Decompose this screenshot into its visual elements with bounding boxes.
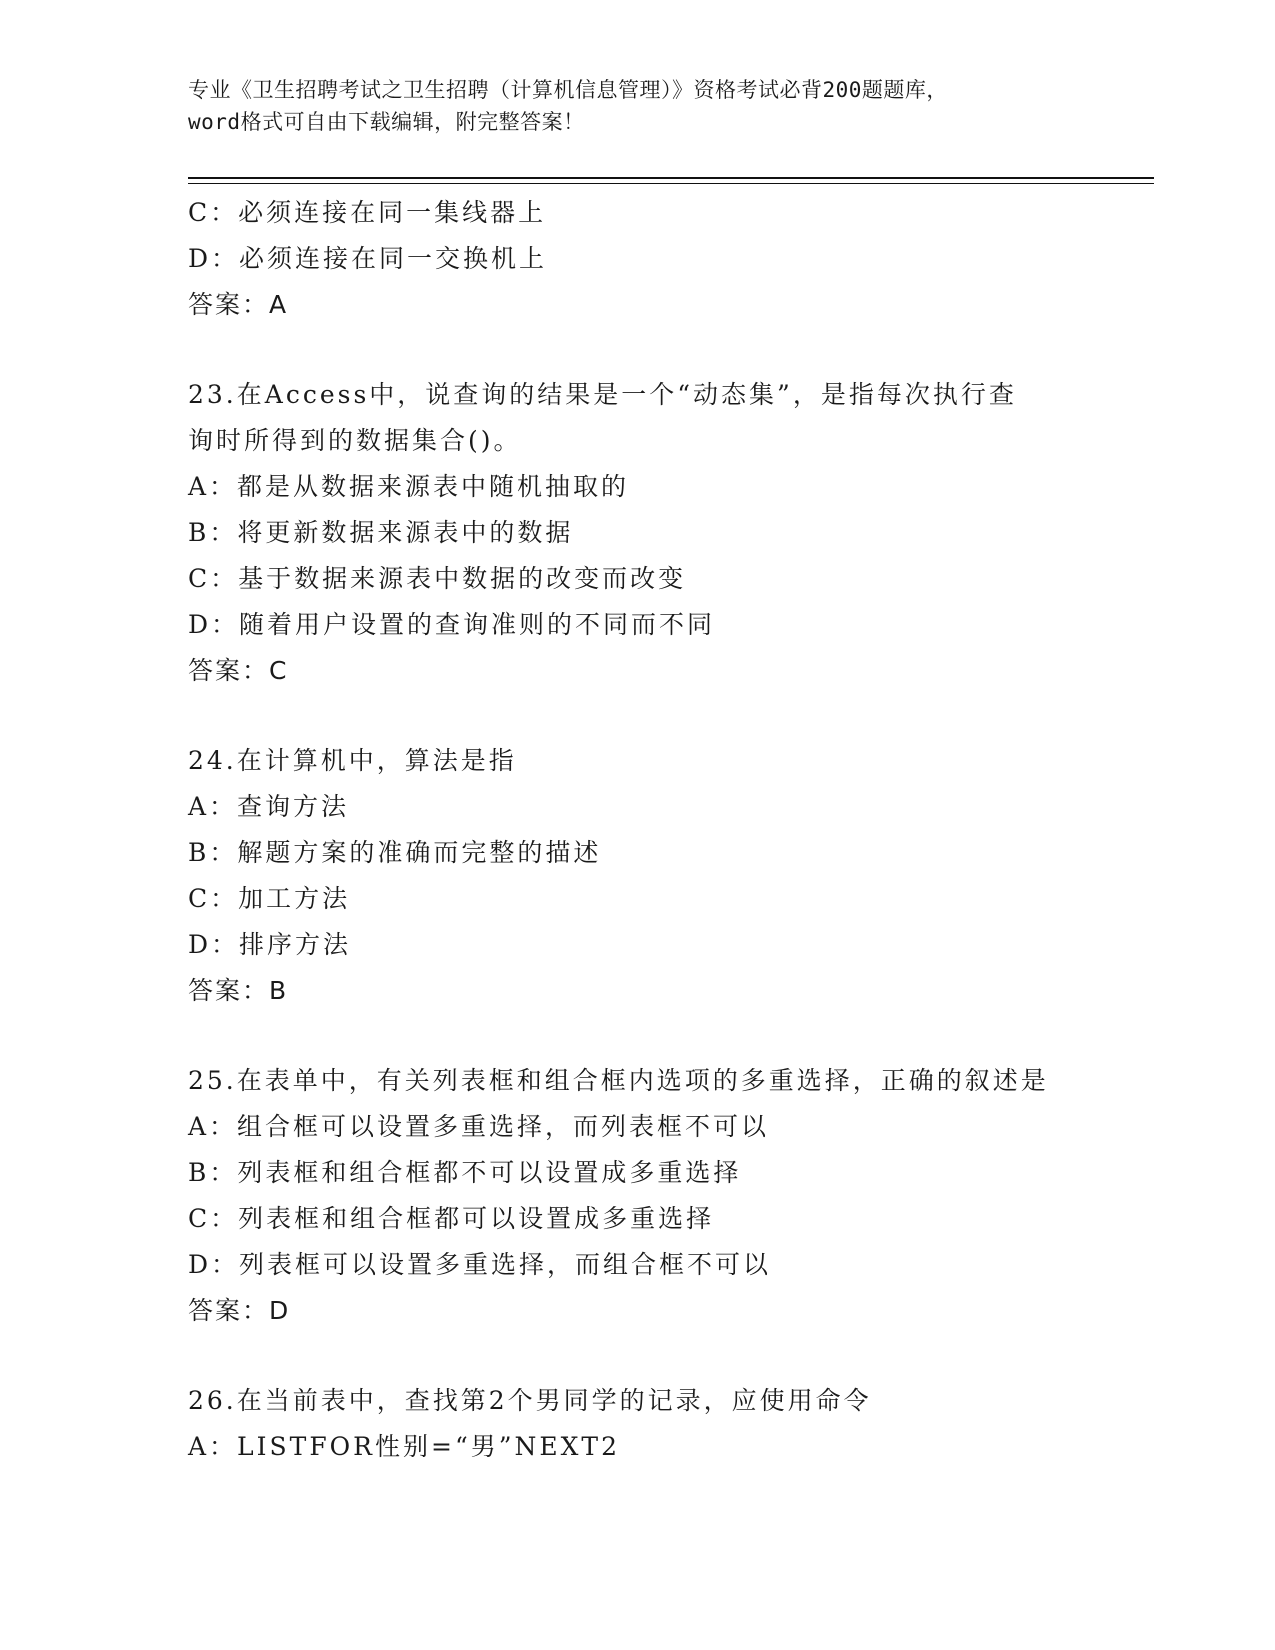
option-c: C：加工方法 [188,884,351,913]
option-a: A：组合框可以设置多重选择，而列表框不可以 [188,1112,770,1141]
answer-line: 答案：A [188,290,289,319]
option-a: A：都是从数据来源表中随机抽取的 [188,472,630,501]
option-d: D：列表框可以设置多重选择，而组合框不可以 [188,1250,772,1279]
question-list [188,190,1148,1470]
spacer [188,1014,1148,1058]
option-c: C：列表框和组合框都可以设置成多重选择 [188,1204,715,1233]
option-b: B：解题方案的准确而完整的描述 [188,838,602,867]
document-header [188,74,1088,138]
answer-line: 答案：C [188,656,289,685]
header-rule-thin [188,183,1154,184]
option-c: C：基于数据来源表中数据的改变而改变 [188,564,687,593]
header-line-2: word格式可自由下载编辑，附完整答案！ [188,110,585,134]
option-d: D：必须连接在同一交换机上 [188,244,548,273]
question-stem: 26.在当前表中，查找第2个男同学的记录，应使用命令 [188,1386,872,1415]
question-stem: 25.在表单中，有关列表框和组合框内选项的多重选择，正确的叙述是 [188,1066,1049,1095]
spacer [188,1334,1148,1378]
option-b: B：将更新数据来源表中的数据 [188,518,574,547]
question-stem: 24.在计算机中，算法是指 [188,746,517,775]
spacer [188,694,1148,738]
option-d: D：随着用户设置的查询准则的不同而不同 [188,610,716,639]
question-26 [188,1378,1148,1470]
option-c: C：必须连接在同一集线器上 [188,198,547,227]
option-a: A：查询方法 [188,792,350,821]
question-24 [188,738,1148,1014]
question-22 [188,190,1148,328]
spacer [188,328,1148,372]
header-rule-thick [188,177,1154,179]
question-stem-line-1: 23.在Access中，说查询的结果是一个“动态集”，是指每次执行查 [188,380,1017,409]
question-25 [188,1058,1148,1334]
option-a: A：LISTFOR性别=“男”NEXT2 [188,1432,621,1461]
question-stem-line-2: 询时所得到的数据集合()。 [188,426,522,455]
option-b: B：列表框和组合框都不可以设置成多重选择 [188,1158,742,1187]
question-23 [188,372,1148,694]
option-d: D：排序方法 [188,930,352,959]
answer-line: 答案：B [188,976,289,1005]
header-line-1: 专业《卫生招聘考试之卫生招聘（计算机信息管理）》资格考试必背200题题库， [188,78,948,102]
answer-line: 答案：D [188,1296,291,1325]
